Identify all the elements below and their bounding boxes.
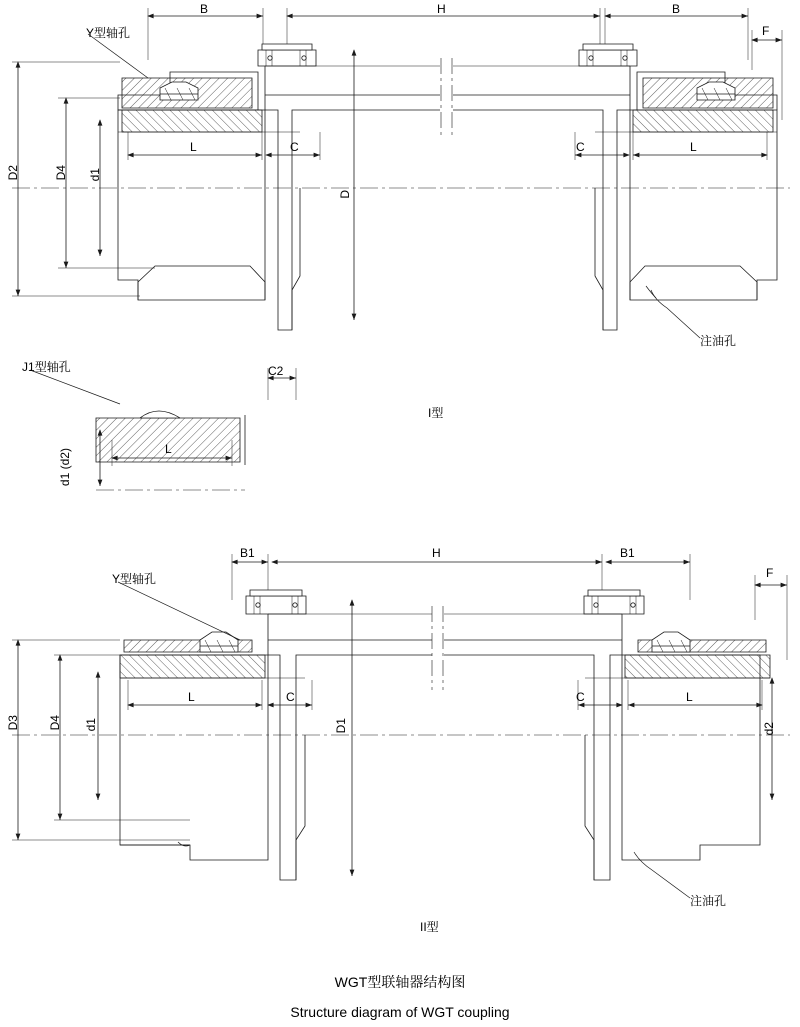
figure-1-geometry (12, 8, 790, 338)
label-bore-y-fig2: Y型轴孔 (112, 572, 157, 586)
dim-C-right-fig2: C (576, 690, 585, 704)
dim-D1-fig2: D1 (334, 718, 348, 734)
dim-d1-fig1: d1 (88, 168, 102, 182)
dim-F-fig2: F (766, 566, 774, 580)
dim-L-right-fig1: L (690, 140, 697, 154)
dim-C-left-fig2: C (286, 690, 295, 704)
dim-C-right-fig1: C (576, 140, 585, 154)
dim-d1-d2-detail: d1 (d2) (58, 448, 72, 487)
label-bore-j1: J1型轴孔 (22, 360, 71, 374)
dim-D4-fig2: D4 (48, 715, 62, 731)
caption-english: Structure diagram of WGT coupling (290, 1004, 510, 1020)
caption-chinese: WGT型联轴器结构图 (334, 974, 466, 990)
dim-D-fig1: D (338, 190, 352, 199)
figure-2-geometry (12, 554, 790, 898)
dim-C-left-fig1: C (290, 140, 299, 154)
dim-H-fig1: H (437, 2, 446, 16)
dim-D3-fig2: D3 (6, 715, 20, 731)
dim-d1-fig2: d1 (84, 718, 98, 732)
dim-L-right-fig2: L (686, 690, 693, 704)
figure-1-name: I型 (428, 406, 444, 420)
dim-B1-left-fig2: B1 (240, 546, 255, 560)
label-oil-hole-fig2: 注油孔 (690, 894, 727, 908)
dim-B-left-fig1: B (200, 2, 209, 16)
figure-2-name: II型 (420, 920, 439, 934)
dim-B-right-fig1: B (672, 2, 681, 16)
dim-d2-fig2: d2 (762, 722, 776, 736)
dim-C2-detail: C2 (268, 364, 284, 378)
label-bore-y-fig1: Y型轴孔 (86, 26, 131, 40)
label-oil-hole-fig1: 注油孔 (700, 334, 737, 348)
dim-F-fig1: F (762, 24, 770, 38)
dim-D2-fig1: D2 (6, 165, 20, 181)
dim-H-fig2: H (432, 546, 441, 560)
dim-B1-right-fig2: B1 (620, 546, 635, 560)
dim-L-left-fig2: L (188, 690, 195, 704)
dim-D4-fig1: D4 (54, 165, 68, 181)
dim-L-left-fig1: L (190, 140, 197, 154)
dim-L-detail: L (165, 442, 172, 456)
